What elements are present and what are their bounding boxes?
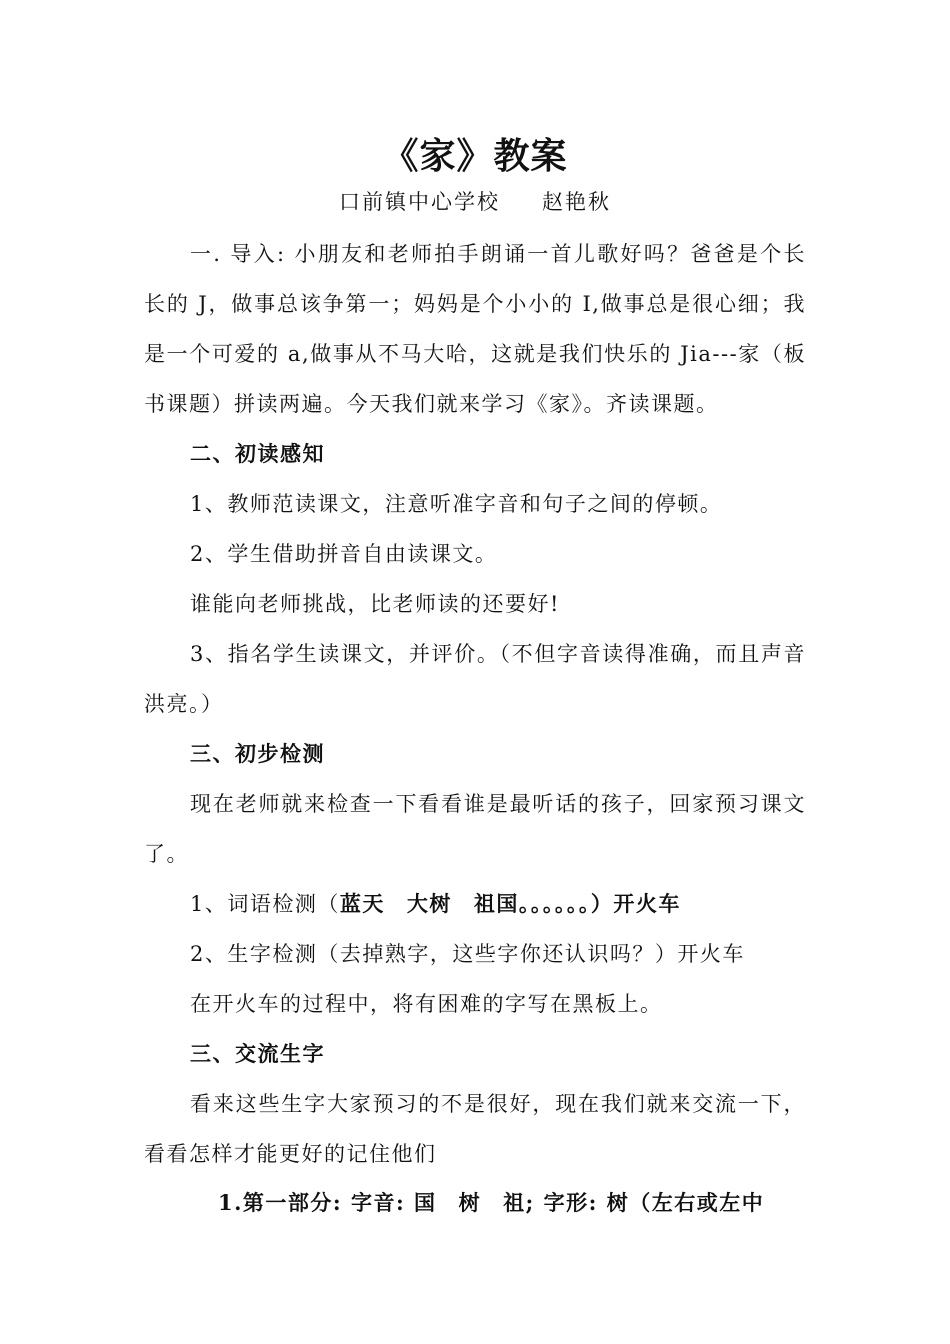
school-name: 口前镇中心学校 [339, 190, 500, 214]
paragraph-line: 2、学生借助拼音自由读课文。 [190, 542, 498, 566]
paragraph-line: 2、生字检测（去掉熟字，这些字你还认识吗？）开火车 [190, 942, 745, 966]
paragraph-line [190, 888, 681, 918]
bold-word: 大树 [406, 891, 452, 916]
paragraph-line: 洪亮。） [144, 692, 224, 716]
section-heading: 三、交流生字 [190, 1041, 325, 1066]
section-heading: 二、初读感知 [190, 441, 325, 466]
paragraph-line: 3、指名学生读课文，并评价。（不但字音读得准确，而且声音 [190, 642, 806, 666]
paragraph-line: 看看怎样才能更好的记住他们 [144, 1142, 437, 1166]
bold-word: 蓝天 [339, 891, 385, 916]
line-text: 祖; 字形: 树（左右或左中 [503, 1190, 765, 1215]
paragraph-line: 是一个可爱的 a,做事从不马大哈，这就是我们快乐的 Jia---家（板 [144, 342, 806, 366]
paragraph-line: 一. 导入: 小朋友和老师拍手朗诵一首儿歌好吗？爸爸是个长 [190, 242, 806, 266]
author-name: 赵艳秋 [542, 190, 611, 214]
byline [0, 186, 950, 216]
paragraph-line: 长的 J，做事总该争第一；妈妈是个小小的 I,做事总是很心细；我 [144, 292, 806, 316]
line-text: 1.第一部分: 字音: 国 [218, 1190, 437, 1215]
paragraph-line [218, 1187, 764, 1217]
bold-word: 祖国。。。。。。）开火车 [473, 891, 681, 916]
paragraph-line: 书课题）拼读两遍。今天我们就来学习《家》。齐读课题。 [144, 392, 719, 416]
paragraph-line: 看来这些生字大家预习的不是很好，现在我们就来交流一下， [190, 1092, 806, 1116]
paragraph-line: 1、教师范读课文，注意听准字音和句子之间的停顿。 [190, 492, 723, 516]
line-text: 树 [458, 1190, 482, 1215]
paragraph-line: 现在老师就来检查一下看看谁是最听话的孩子，回家预习课文 [190, 792, 806, 816]
line-text: 1、词语检测（ [190, 892, 340, 916]
paragraph-line: 谁能向老师挑战，比老师读的还要好! [190, 592, 560, 616]
section-heading: 三、初步检测 [190, 741, 325, 766]
page-title: 《家》教案 [382, 135, 568, 177]
paragraph-line: 了。 [144, 842, 189, 866]
paragraph-line: 在开火车的过程中，将有困难的字写在黑板上。 [190, 992, 663, 1016]
